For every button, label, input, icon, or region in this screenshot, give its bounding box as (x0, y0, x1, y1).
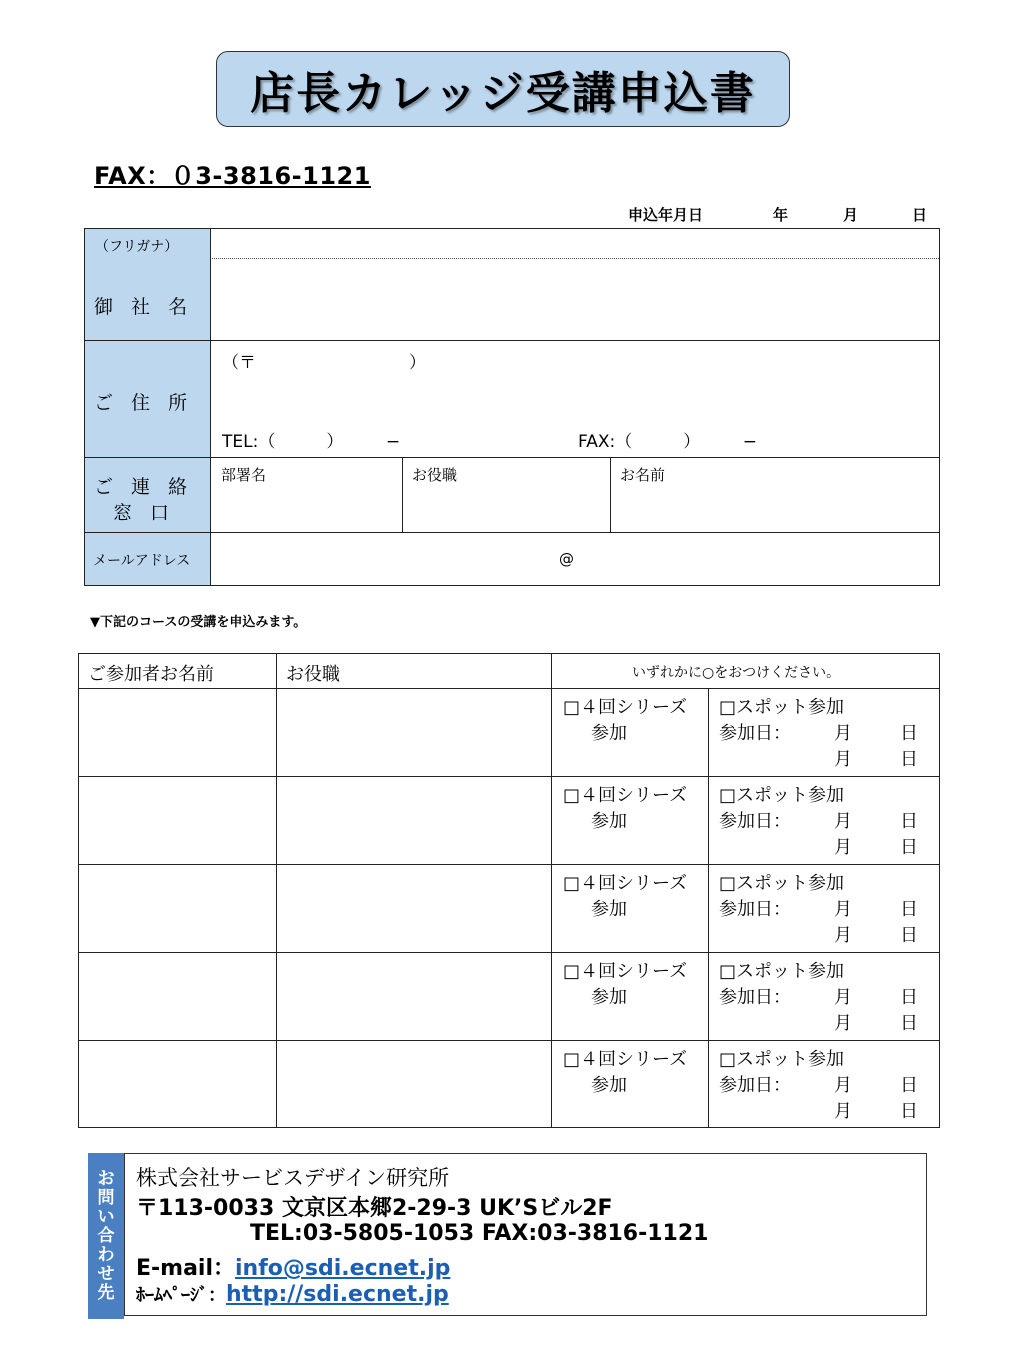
spot-month[interactable]: 月 (834, 723, 852, 744)
spot-day-2[interactable]: 日 (900, 1101, 918, 1122)
spot-month-2[interactable]: 月 (834, 925, 852, 946)
series-checkbox[interactable]: □４回シリーズ (563, 961, 688, 982)
spot-day-2[interactable]: 日 (900, 1013, 918, 1034)
contact-address: 〒113-0033 文京区本郷2-29-3 UK’Sビル2F (136, 1196, 613, 1221)
person-name-field[interactable]: お名前 (620, 466, 666, 484)
contact-label-line1: ご 連 絡 (94, 476, 194, 498)
participant-position-cell[interactable] (278, 1042, 549, 1126)
spot-month[interactable]: 月 (834, 899, 852, 920)
participant-name-cell[interactable] (80, 778, 274, 862)
series-label: 参加 (591, 723, 627, 744)
series-label: 参加 (591, 987, 627, 1008)
application-day: 日 (912, 206, 928, 224)
selection-instruction: いずれかに○をおつけください。 (632, 665, 841, 681)
series-label: 参加 (591, 811, 627, 832)
spot-month-2[interactable]: 月 (834, 1013, 852, 1034)
course-note: ▼下記のコースの受講を申込みます。 (90, 615, 307, 630)
email-label-text: E-mail： (136, 1256, 236, 1281)
series-checkbox[interactable]: □４回シリーズ (563, 873, 688, 894)
spot-checkbox[interactable]: □スポット参加 (719, 961, 845, 982)
spot-month-2[interactable]: 月 (834, 749, 852, 770)
participant-position-cell[interactable] (278, 866, 549, 950)
participant-position-cell[interactable] (278, 954, 549, 1038)
contact-tel-fax: TEL:03-5805-1053 FAX:03-3816-1121 (250, 1221, 709, 1246)
spot-month-2[interactable]: 月 (834, 837, 852, 858)
postal-code-field[interactable]: （〒 ） (222, 353, 426, 373)
participant-name-cell[interactable] (80, 690, 274, 774)
contact-label-line2: 窓 口 (113, 502, 176, 524)
spot-date-label: 参加日： (719, 723, 791, 744)
spot-day[interactable]: 日 (900, 987, 918, 1008)
position-field[interactable]: お役職 (412, 466, 458, 484)
spot-day[interactable]: 日 (900, 899, 918, 920)
spot-month[interactable]: 月 (834, 1075, 852, 1096)
application-year: 年 (773, 206, 789, 224)
participant-name-cell[interactable] (80, 954, 274, 1038)
spot-day[interactable]: 日 (900, 723, 918, 744)
series-checkbox[interactable]: □４回シリーズ (563, 697, 688, 718)
contact-company: 株式会社サービスデザイン研究所 (136, 1166, 450, 1190)
address-label: ご 住 所 (94, 392, 194, 414)
participant-name-header: ご参加者お名前 (88, 664, 214, 685)
application-month: 月 (843, 206, 859, 224)
spot-day[interactable]: 日 (900, 1075, 918, 1096)
homepage-label-text: ﾎｰﾑﾍﾟｰｼﾞ： (136, 1285, 226, 1306)
participant-position-cell[interactable] (278, 778, 549, 862)
spot-day-2[interactable]: 日 (900, 749, 918, 770)
fax-number: FAX：０3-3816-1121 (94, 162, 371, 190)
homepage-link[interactable]: http://sdi.ecnet.jp (226, 1282, 449, 1307)
email-label: メールアドレス (93, 553, 191, 569)
email-link[interactable]: info@sdi.ecnet.jp (235, 1256, 451, 1281)
furigana-label: （フリガナ） (95, 239, 179, 255)
company-name-field[interactable] (214, 262, 936, 338)
spot-checkbox[interactable]: □スポット参加 (719, 785, 845, 806)
spot-checkbox[interactable]: □スポット参加 (719, 873, 845, 894)
series-label: 参加 (591, 1075, 627, 1096)
participant-name-cell[interactable] (80, 1042, 274, 1126)
contact-email-row (136, 1251, 450, 1282)
tel-field[interactable]: TEL:（ ） − (222, 432, 401, 452)
participant-position-header: お役職 (286, 664, 340, 685)
spot-month-2[interactable]: 月 (834, 1101, 852, 1122)
spot-month[interactable]: 月 (834, 987, 852, 1008)
form-title: 店長カレッジ受講申込書 (216, 51, 790, 127)
series-checkbox[interactable]: □４回シリーズ (563, 1049, 688, 1070)
contact-side-label (88, 1153, 124, 1319)
spot-month[interactable]: 月 (834, 811, 852, 832)
department-field[interactable]: 部署名 (221, 466, 267, 484)
spot-day[interactable]: 日 (900, 811, 918, 832)
spot-date-label: 参加日： (719, 987, 791, 1008)
spot-day-2[interactable]: 日 (900, 925, 918, 946)
spot-checkbox[interactable]: □スポット参加 (719, 697, 845, 718)
series-checkbox[interactable]: □４回シリーズ (563, 785, 688, 806)
participant-name-cell[interactable] (80, 866, 274, 950)
spot-checkbox[interactable]: □スポット参加 (719, 1049, 845, 1070)
address-fax-field[interactable]: FAX:（ ） − (578, 432, 757, 452)
spot-day-2[interactable]: 日 (900, 837, 918, 858)
spot-date-label: 参加日： (719, 811, 791, 832)
contact-side-text: お 問 い 合 わ せ 先 (97, 1168, 115, 1303)
spot-date-label: 参加日： (719, 1075, 791, 1096)
application-date-label: 申込年月日 (628, 206, 704, 224)
spot-date-label: 参加日： (719, 899, 791, 920)
participant-position-cell[interactable] (278, 690, 549, 774)
email-field[interactable]: @ (559, 550, 574, 568)
contact-homepage-row (136, 1281, 449, 1307)
series-label: 参加 (591, 899, 627, 920)
company-name-label: 御 社 名 (94, 296, 194, 318)
